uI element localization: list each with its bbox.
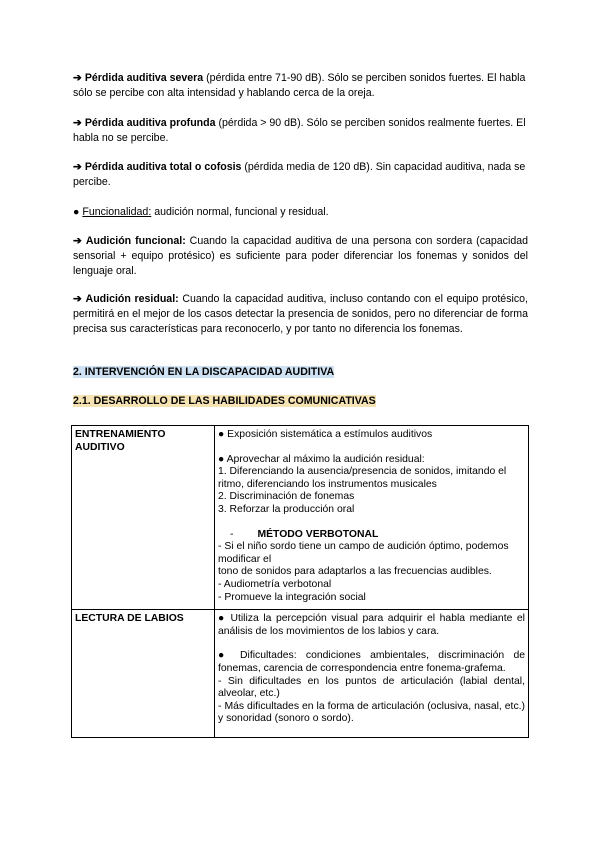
dash-icon: - xyxy=(230,528,234,540)
term-perdida-total: Pérdida auditiva total o cofosis xyxy=(84,161,242,173)
section-heading-2 xyxy=(73,365,334,380)
table-line: ● Dificultades: condiciones ambientales, discriminación de fonemas, carencia de correspondencia entre fonema-grafema. xyxy=(218,650,525,674)
subheading-metodo-verbotonal xyxy=(218,529,525,542)
table-line: - Más dificultades en la forma de articulación (oclusiva, nasal, etc.) y sonoridad (sonoro o sordo). xyxy=(218,700,525,725)
table-line: - Sin dificultades en los puntos de articulación (labial dental, alveolar, etc.) xyxy=(218,675,525,700)
text-audicion-residual: Cuando la capacidad auditiva, incluso contando con el equipo protésico, permitirá en el mejor de los casos detectar la presencia de sonidos, pero no diferenciar de forma precisa sus características para reconocerlo, y por tanto no diferencia los fonemas. xyxy=(73,293,528,336)
table-line: - Promueve la integración social xyxy=(218,591,366,603)
table-row xyxy=(72,610,529,738)
section-heading-2-1 xyxy=(73,394,376,409)
table-line: 3. Reforzar la producción oral xyxy=(218,503,355,515)
arrow-icon: ➔ xyxy=(73,293,82,305)
row-content-lectura-labios xyxy=(215,610,529,738)
term-funcionalidad: Funcionalidad: xyxy=(82,206,152,218)
paragraph-funcionalidad xyxy=(73,205,528,220)
text-funcionalidad: audición normal, funcional y residual. xyxy=(151,206,329,218)
row-content-entrenamiento xyxy=(215,426,529,610)
paragraph-audicion-funcional xyxy=(73,234,528,280)
table-line: 2. Discriminación de fonemas xyxy=(218,491,355,503)
paragraph-perdida-profunda xyxy=(73,116,528,146)
subheading-text: MÉTODO VERBOTONAL xyxy=(257,528,379,540)
text-audicion-funcional: Cuando la capacidad auditiva de una persona con sordera (capacidad sensorial + equipo protésico) es suficiente para poder diferenciar los fonemas y sonidos del lenguaje oral. xyxy=(73,235,528,278)
arrow-icon: ➔ xyxy=(73,235,82,247)
term-perdida-severa: Pérdida auditiva severa xyxy=(84,72,204,84)
table-line: ● Exposición sistemática a estímulos auditivos xyxy=(218,429,433,440)
table-line: tono de sonidos para adaptarlos a las frecuencias audibles. xyxy=(218,566,492,578)
row-label-entrenamiento: ENTRENAMIENTO AUDITIVO xyxy=(72,426,215,610)
text-perdida-total: (pérdida media de 120 dB). Sin capacidad auditiva, nada se percibe. xyxy=(73,161,526,189)
term-perdida-profunda: Pérdida auditiva profunda xyxy=(84,117,216,129)
arrow-icon: ➔ xyxy=(73,72,82,84)
term-audicion-funcional: Audición funcional: xyxy=(85,235,186,247)
paragraph-perdida-severa xyxy=(73,71,528,101)
paragraph-audicion-residual xyxy=(73,292,528,338)
text-perdida-severa: (pérdida entre 71-90 dB). Sólo se perciben sonidos fuertes. El habla sólo se percibe con alta intensidad y hablando cerca de la oreja. xyxy=(73,72,526,100)
table-line: ● Utiliza la percepción visual para adquirir el habla mediante el análisis de los movimientos de los labios y cara. xyxy=(218,613,525,637)
bullet-icon: ● xyxy=(73,206,80,218)
section-heading-2-1-text: 2.1. DESARROLLO DE LAS HABILIDADES COMUNICATIVAS xyxy=(73,395,376,407)
term-audicion-residual: Audición residual: xyxy=(85,293,179,305)
habilidades-table xyxy=(71,425,529,738)
paragraph-perdida-total xyxy=(73,160,528,190)
arrow-icon: ➔ xyxy=(73,117,82,129)
table-line: - Audiometría verbotonal xyxy=(218,578,332,590)
section-heading-2-text: 2. INTERVENCIÓN EN LA DISCAPACIDAD AUDITIVA xyxy=(73,366,335,378)
table-line: 1. Diferenciando la ausencia/presencia de sonidos, imitando el ritmo, diferenciando los instrumentos musicales xyxy=(218,466,507,490)
table-row xyxy=(72,426,529,610)
table-line: - Si el niño sordo tiene un campo de audición óptimo, podemos modificar el xyxy=(218,541,509,565)
text-perdida-profunda: (pérdida > 90 dB). Sólo se perciben sonidos realmente fuertes. El habla no se percibe. xyxy=(73,117,526,145)
table-line: ● Aprovechar al máximo la audición residual: xyxy=(218,453,425,465)
row-label-lectura-labios: LECTURA DE LABIOS xyxy=(72,610,215,738)
arrow-icon: ➔ xyxy=(73,161,82,173)
